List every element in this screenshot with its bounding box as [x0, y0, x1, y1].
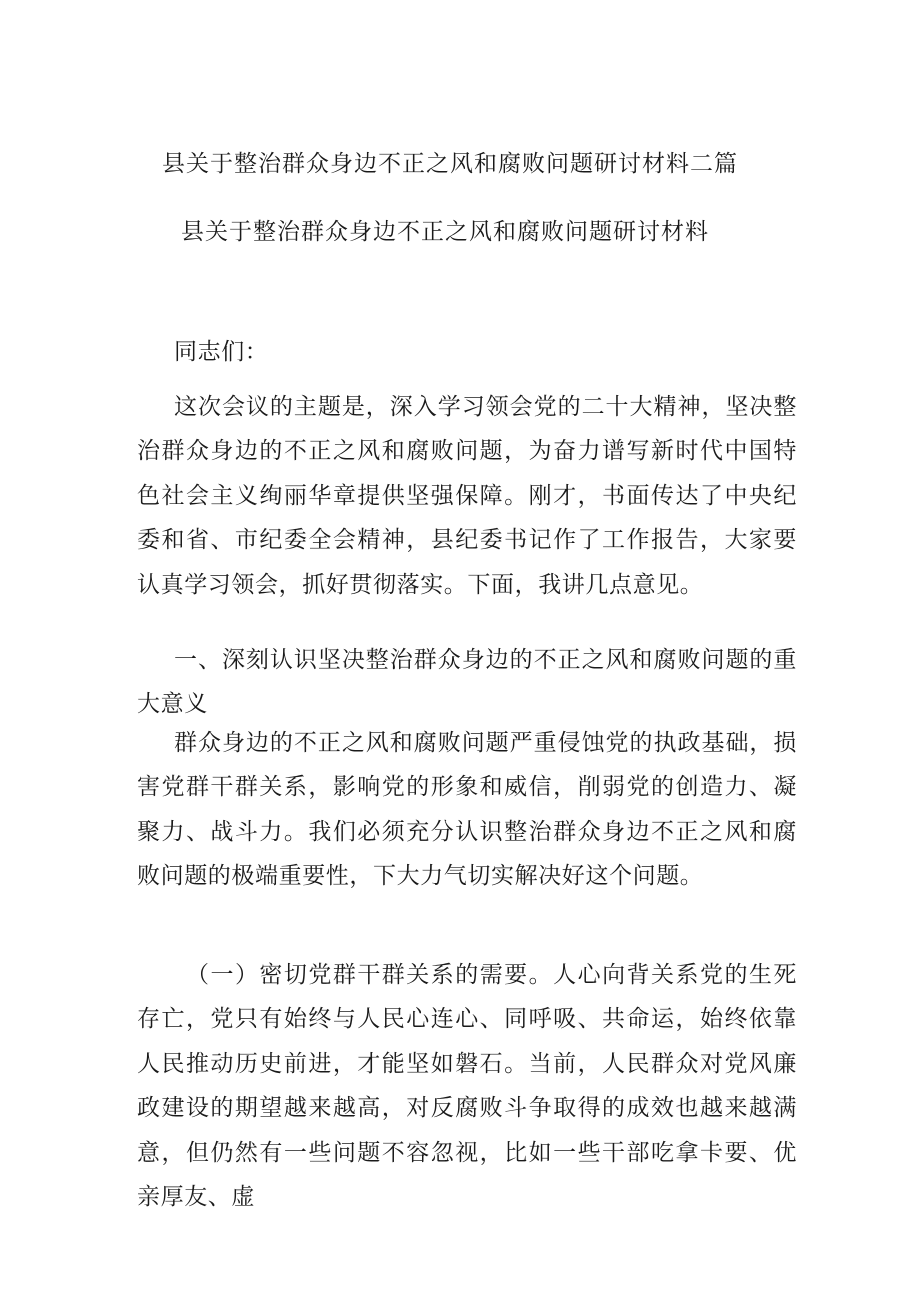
paragraph-significance: 群众身边的不正之风和腐败问题严重侵蚀党的执政基础，损害党群干群关系，影响党的形象和威信，削弱党的创造力、凝聚力、战斗力。我们必须充分认识整治群众身边不正之风和腐败问题的极端重要性，下大力气切实解决好这个问题。: [137, 730, 797, 890]
paragraph-intro: 这次会议的主题是，深入学习领会党的二十大精神，坚决整治群众身边的不正之风和腐败问题，为奋力谱写新时代中国特色社会主义绚丽华章提供坚强保障。刚才，书面传达了中央纪委和省、市纪委全会精神，县纪委书记作了工作报告，大家要认真学习领会，抓好贯彻落实。下面，我讲几点意见。: [137, 394, 797, 598]
paragraph-subsection-1-text: （一）密切党群干群关系的需要。人心向背关系党的生死存亡，党只有始终与人民心连心、同呼吸、共命运，始终依靠人民推动历史前进，才能坚如磐石。当前，人民群众对党风廉政建设的期望越来越高，对反腐败斗争取得的成效也越来越满意，但仍然有一些问题不容忽视，比如一些干部吃拿卡要、优亲厚友、虚: [137, 962, 797, 1211]
document-subtitle: 县关于整治群众身边不正之风和腐败问题研讨材料: [181, 219, 709, 245]
greeting: 同志们：: [174, 339, 269, 365]
section-heading-1: 一、深刻认识坚决整治群众身边的不正之风和腐败问题的重大意义: [137, 647, 797, 718]
paragraph-subsection-1: [137, 953, 797, 1219]
document-title: 县关于整治群众身边不正之风和腐败问题研讨材料二篇: [162, 151, 738, 177]
